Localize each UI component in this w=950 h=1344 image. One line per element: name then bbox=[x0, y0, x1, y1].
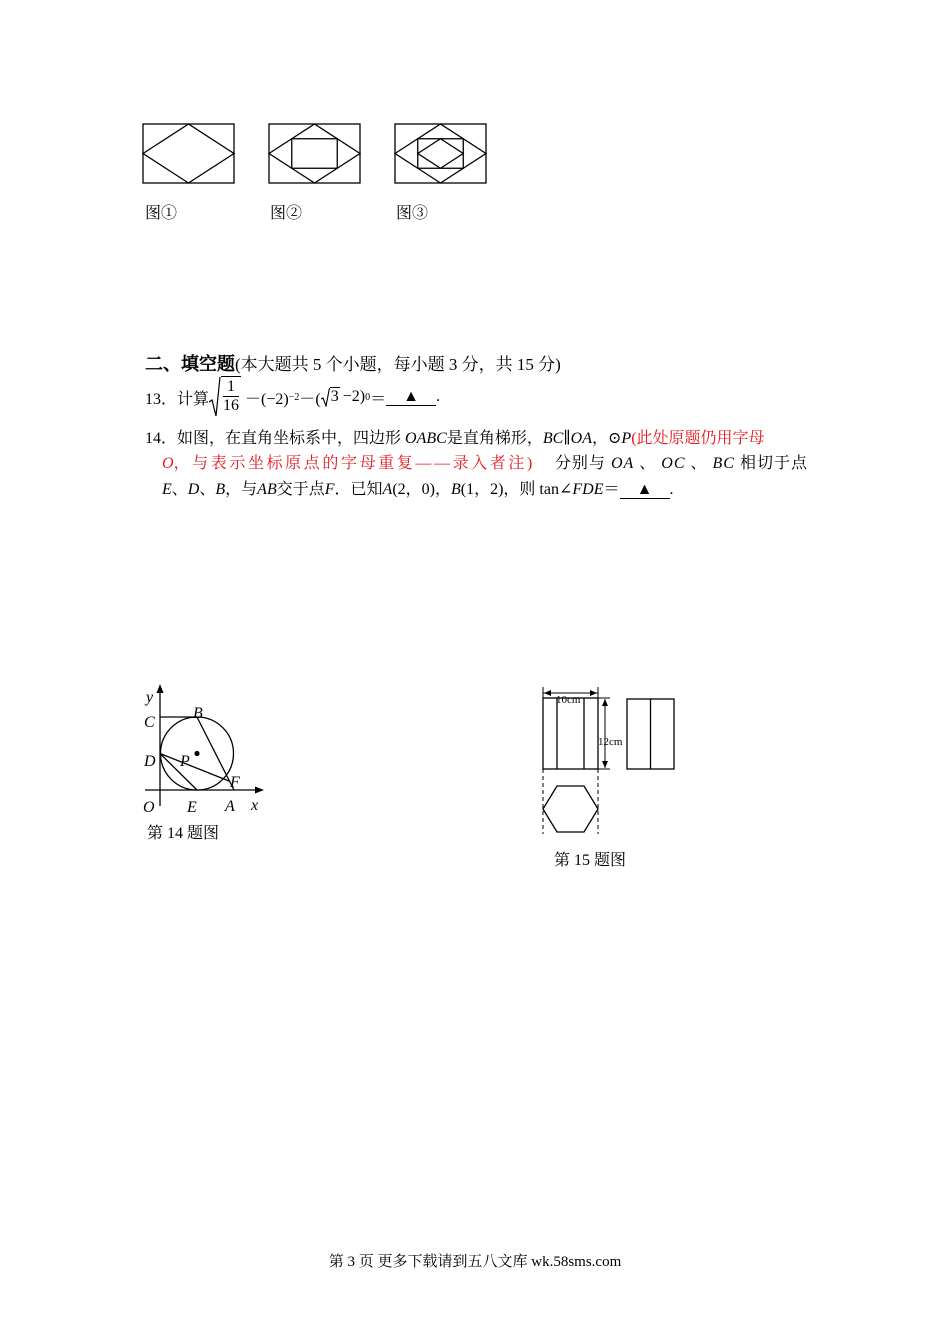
q14-answer-blank: ▲ bbox=[620, 482, 670, 499]
label-e: E bbox=[187, 799, 197, 816]
q13-part3: −2) bbox=[342, 388, 366, 405]
segment-ba bbox=[197, 717, 234, 790]
q13-answer-blank: ▲ bbox=[386, 389, 436, 406]
q14-a-coord: (2，0)， bbox=[392, 481, 451, 498]
q13-frac-num: 1 bbox=[223, 378, 239, 397]
q14-equals: ＝ bbox=[603, 481, 620, 498]
label-f: F bbox=[230, 774, 240, 791]
q14-end: . bbox=[669, 481, 674, 498]
q14-fde: FDE bbox=[572, 481, 604, 498]
question-13 bbox=[145, 376, 440, 418]
q14-a-point: A bbox=[382, 481, 393, 498]
y-axis-arrow-icon bbox=[157, 684, 164, 693]
q14-text-e: 相切于点 bbox=[739, 455, 808, 472]
q14-p: P bbox=[621, 430, 632, 447]
section-heading bbox=[145, 350, 561, 376]
q13-sqrt-fraction bbox=[209, 376, 241, 418]
height-label: 12cm bbox=[598, 736, 623, 748]
q14-f: F bbox=[324, 481, 335, 498]
q13-exp2: 0 bbox=[365, 391, 371, 403]
q14-red-o: O bbox=[162, 455, 174, 472]
q14-text-c: ，⊙ bbox=[592, 430, 622, 447]
q14-b: B bbox=[215, 481, 226, 498]
top-view-hexagon bbox=[543, 786, 598, 832]
label-o: O bbox=[143, 799, 155, 816]
q14-oabc: OABC bbox=[405, 430, 447, 447]
figure-3-caption: 图③ bbox=[396, 205, 429, 222]
label-a: A bbox=[225, 798, 235, 815]
q14-d: D bbox=[187, 481, 200, 498]
front-view bbox=[543, 698, 598, 769]
label-y: y bbox=[146, 689, 154, 706]
q14-oc: OC bbox=[661, 455, 686, 472]
q13-number: 13． bbox=[145, 390, 178, 408]
q13-part1: －(−2) bbox=[245, 390, 289, 408]
q14-red-note-2: ，与表示坐标原点的字母重复——录入者注) bbox=[173, 455, 535, 472]
height-arrow-down-icon bbox=[602, 761, 608, 768]
q14-sep3: 、 bbox=[171, 481, 188, 498]
q13-equals: ＝ bbox=[370, 390, 387, 408]
label-p: P bbox=[180, 753, 190, 770]
center-p-dot bbox=[194, 751, 199, 756]
figure-14-caption: 第 14 题图 bbox=[147, 825, 220, 842]
q14-text-d: 分别与 bbox=[554, 455, 606, 472]
q13-exp1: −2 bbox=[288, 391, 300, 403]
width-label: 10cm bbox=[556, 694, 581, 706]
q14-text-h: ．已知 bbox=[334, 481, 383, 498]
q14-bc: BC bbox=[712, 455, 735, 472]
q14-text-b: 是直角梯形， bbox=[446, 430, 543, 447]
height-arrow-up-icon bbox=[602, 699, 608, 706]
radical-sign-small-icon bbox=[321, 387, 330, 407]
q14-e: E bbox=[162, 481, 172, 498]
figure-15-caption: 第 15 题图 bbox=[554, 852, 627, 869]
width-arrow-right-icon bbox=[590, 690, 597, 696]
figure-3 bbox=[394, 123, 488, 185]
figure-2-caption: 图② bbox=[270, 205, 303, 222]
figure-15 bbox=[535, 684, 685, 836]
figure-2 bbox=[268, 123, 362, 185]
section-note: (本大题共 5 个小题，每小题 3 分，共 15 分) bbox=[235, 355, 561, 374]
q14-sep2: 、 bbox=[690, 455, 708, 472]
question-14-line-3 bbox=[162, 476, 674, 499]
figure-1-caption: 图① bbox=[145, 205, 178, 222]
q14-ab: AB bbox=[257, 481, 277, 498]
question-14-line-2 bbox=[162, 450, 808, 473]
label-x: x bbox=[251, 797, 259, 814]
segment-df bbox=[160, 754, 229, 782]
question-14-line-1 bbox=[145, 425, 765, 448]
page-footer: 第 3 页 更多下载请到五八文库 wk.58sms.com bbox=[328, 1254, 622, 1270]
q14-text-g: 交于点 bbox=[276, 481, 325, 498]
radical-sign-icon bbox=[209, 376, 221, 418]
q13-sqrt-arg: 3 bbox=[330, 388, 339, 405]
figure-14 bbox=[140, 684, 270, 819]
q13-prefix: 计算 bbox=[177, 390, 210, 408]
q14-bc-oa: BC∥OA bbox=[542, 430, 592, 447]
q14-b-coord: (1，2)，则 tan∠ bbox=[460, 481, 573, 498]
width-arrow-left-icon bbox=[544, 690, 551, 696]
q14-b-point: B bbox=[450, 481, 461, 498]
q13-frac-den: 16 bbox=[223, 397, 240, 414]
q13-end: . bbox=[436, 388, 441, 405]
q13-sqrt3 bbox=[321, 387, 340, 407]
q14-text-a: 如图，在直角坐标系中，四边形 bbox=[177, 430, 402, 447]
section-title: 二、填空题 bbox=[145, 354, 235, 374]
q13-part2: －( bbox=[299, 390, 321, 408]
q14-number: 14． bbox=[145, 430, 178, 447]
q13-fraction bbox=[221, 376, 241, 418]
q14-red-note-1: (此处原题仍用字母 bbox=[631, 430, 765, 447]
label-b: B bbox=[193, 705, 203, 722]
q14-oa: OA bbox=[610, 455, 635, 472]
figure-1 bbox=[142, 123, 236, 185]
label-c: C bbox=[144, 714, 155, 731]
label-d: D bbox=[144, 753, 156, 770]
q14-text-f: ，与 bbox=[225, 481, 258, 498]
x-axis-arrow-icon bbox=[255, 787, 264, 794]
q14-sep4: 、 bbox=[199, 481, 216, 498]
q14-sep1: 、 bbox=[639, 455, 657, 472]
